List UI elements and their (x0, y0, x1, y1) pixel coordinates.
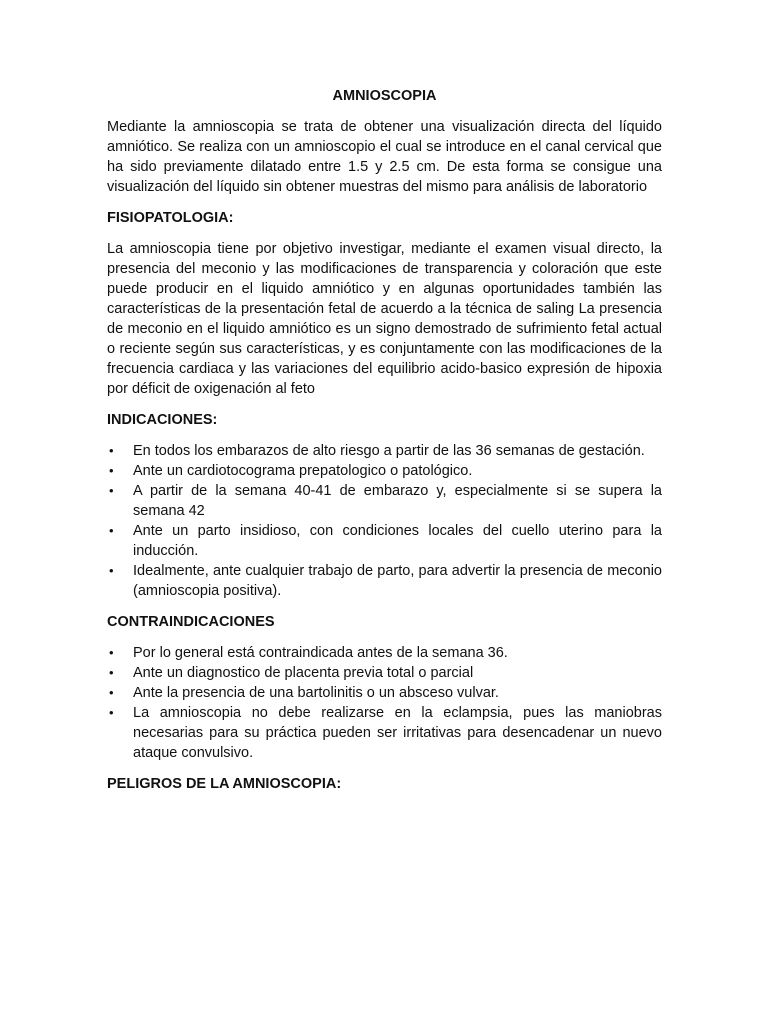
list-item-text: A partir de la semana 40-41 de embarazo y, especialmente si se supera la semana 42 (133, 483, 662, 519)
list-item-text: Por lo general está contraindicada antes de la semana 36. (133, 645, 508, 661)
contraindicaciones-list (107, 643, 662, 763)
section-heading-peligros: PELIGROS DE LA AMNIOSCOPIA: (107, 776, 342, 792)
list-item (107, 561, 662, 601)
list-item (107, 663, 662, 683)
bullet-icon: • (109, 483, 114, 498)
bullet-icon: • (109, 665, 114, 680)
bullet-icon: • (109, 443, 114, 458)
list-item-text: Ante un parto insidioso, con condiciones locales del cuello uterino para la inducción. (133, 523, 662, 559)
list-item-text: Idealmente, ante cualquier trabajo de parto, para advertir la presencia de meconio (amnioscopia positiva). (133, 563, 662, 599)
list-item-text: Ante un diagnostico de placenta previa total o parcial (133, 665, 474, 681)
list-item-text: En todos los embarazos de alto riesgo a partir de las 36 semanas de gestación. (133, 443, 645, 459)
document-title: AMNIOSCOPIA (332, 88, 437, 104)
list-item (107, 441, 662, 461)
list-item-text: Ante la presencia de una bartolinitis o un absceso vulvar. (133, 685, 499, 701)
bullet-icon: • (109, 645, 114, 660)
bullet-icon: • (109, 463, 114, 478)
section-heading-fisiopatologia: FISIOPATOLOGIA: (107, 210, 234, 226)
intro-paragraph: Mediante la amnioscopia se trata de obtener una visualización directa del líquido amniótico. Se realiza con un amnioscopio el cual se introduce en el canal cervical que ha sido previamente dilatado entre 1.5 y 2.5 cm. De esta forma se consigue una visualización del líquido sin obtener muestras del mismo para análisis de laboratorio (107, 119, 662, 195)
list-item (107, 461, 662, 481)
list-item (107, 683, 662, 703)
list-item (107, 481, 662, 521)
bullet-icon: • (109, 523, 114, 538)
list-item (107, 643, 662, 663)
bullet-icon: • (109, 685, 114, 700)
fisiopatologia-paragraph: La amnioscopia tiene por objetivo investigar, mediante el examen visual directo, la presencia del meconio y las modificaciones de transparencia y coloración que este puede producir en el liquido amniótico y en algunas oportunidades también las características de la presentación fetal de acuerdo a la técnica de saling La presencia de meconio en el liquido amniótico es un signo demostrado de sufrimiento fetal actual o reciente según sus características, y es conjuntamente con las modificaciones de la frecuencia cardiaca y las variaciones del equilibrio acido-basico expresión de hipoxia por déficit de oxigenación al feto (107, 241, 662, 397)
indicaciones-list (107, 441, 662, 601)
list-item (107, 521, 662, 561)
bullet-icon: • (109, 563, 114, 578)
bullet-icon: • (109, 705, 114, 720)
list-item-text: Ante un cardiotocograma prepatologico o patológico. (133, 463, 473, 479)
section-heading-indicaciones: INDICACIONES: (107, 412, 218, 428)
list-item-text: La amnioscopia no debe realizarse en la eclampsia, pues las maniobras necesarias para su práctica pueden ser irritativas para desencadenar un nuevo ataque convulsivo. (133, 705, 662, 761)
list-item (107, 703, 662, 763)
section-heading-contraindicaciones: CONTRAINDICACIONES (107, 614, 275, 630)
document-page (107, 86, 662, 805)
